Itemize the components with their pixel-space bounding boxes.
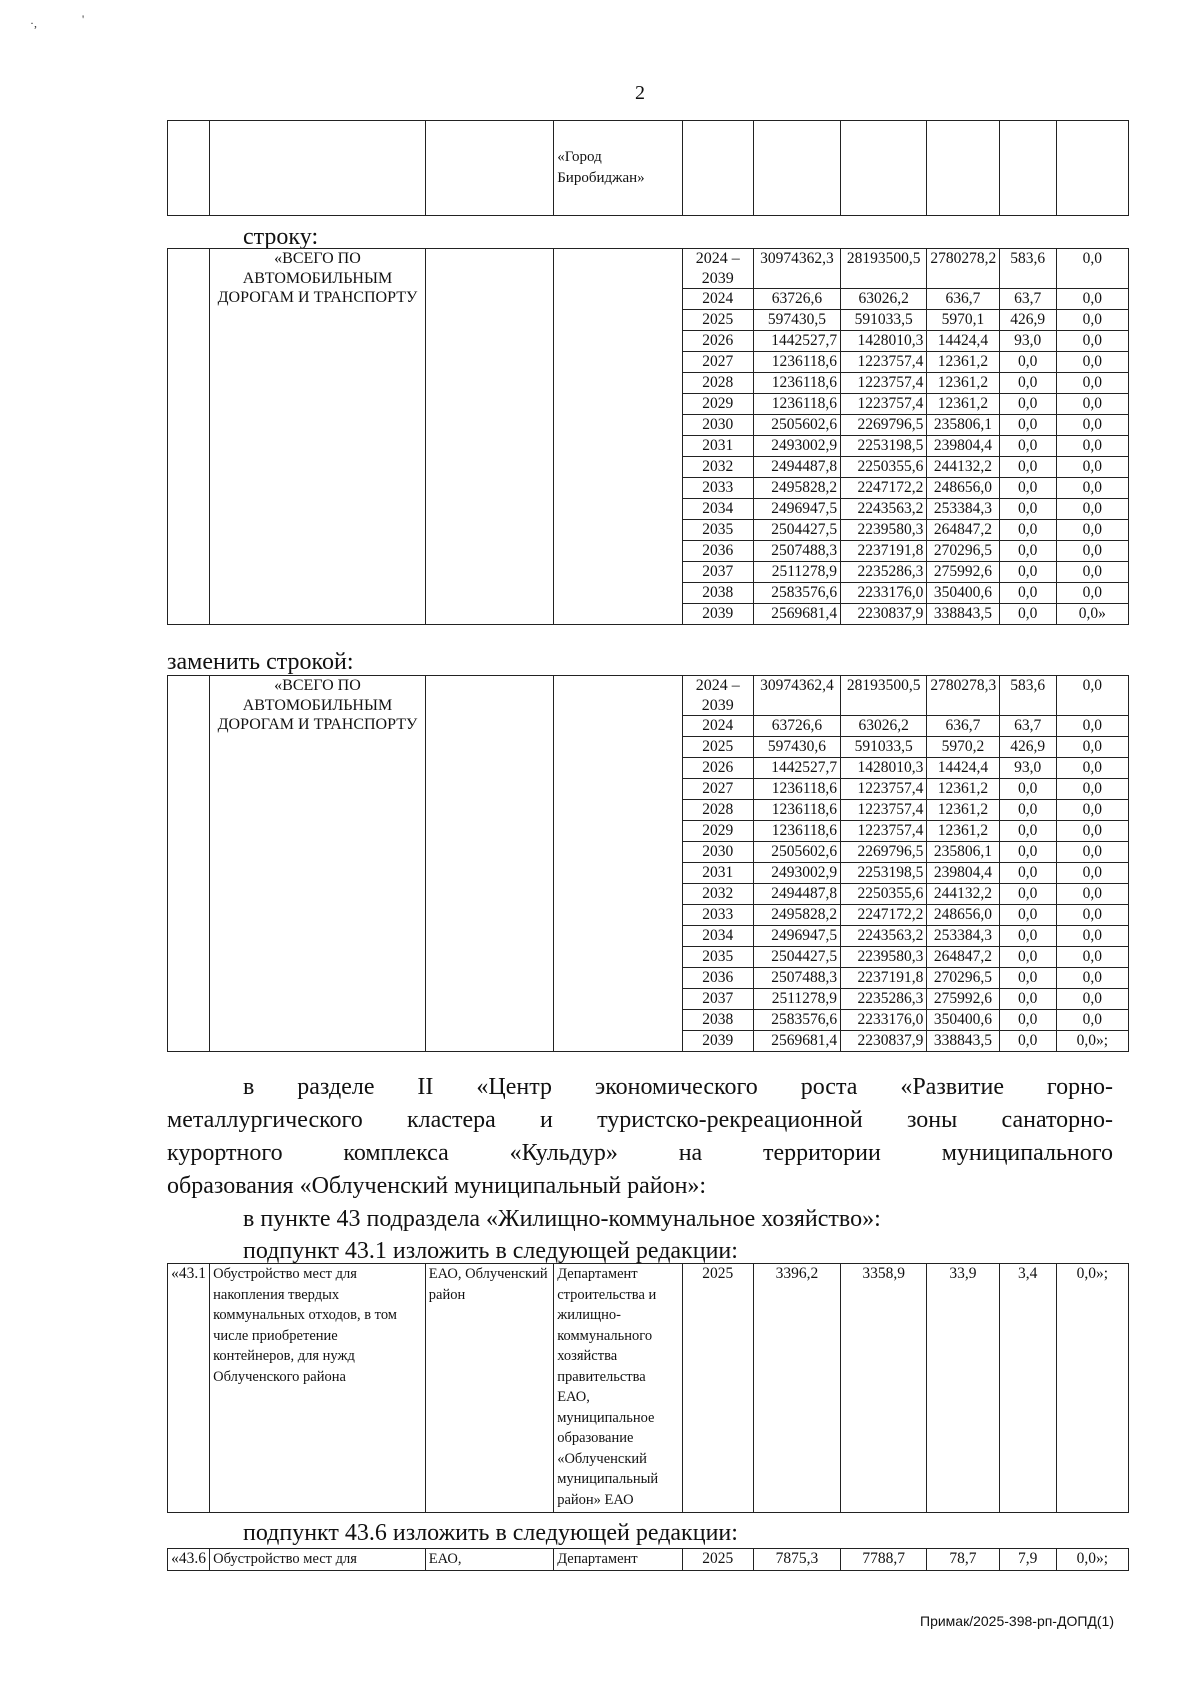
row-number: «43.6 [168, 1549, 210, 1571]
total-cell: 1442527,7 [753, 331, 840, 352]
value-cell: 2243563,2 [841, 926, 927, 947]
total-cell: 2505602,6 [753, 415, 840, 436]
paragraph-line: образования «Облученский муниципальный район»: [167, 1173, 707, 1199]
value-cell: 235806,1 [927, 842, 999, 863]
value-cell: 0,0 [1056, 676, 1128, 716]
value-cell: 1223757,4 [841, 821, 927, 842]
table-cell [999, 121, 1056, 216]
value-cell: 253384,3 [927, 499, 999, 520]
year-cell: 2025 [682, 310, 753, 331]
value-cell: 12361,2 [927, 373, 999, 394]
value-cell: 0,0 [1056, 583, 1128, 604]
value-cell: 63,7 [999, 289, 1056, 310]
top-table [167, 120, 1129, 216]
value-cell: 2239580,3 [841, 520, 927, 541]
value-cell: 0,0 [1056, 436, 1128, 457]
row-location: ЕАО, [425, 1549, 553, 1571]
old-block-table [167, 248, 1129, 625]
value-cell: 0,0 [999, 436, 1056, 457]
table-cell [682, 121, 753, 216]
row-value: 78,7 [927, 1549, 999, 1571]
value-cell: 0,0» [1056, 604, 1128, 625]
total-cell: 2495828,2 [753, 478, 840, 499]
total-cell: 2505602,6 [753, 842, 840, 863]
value-cell: 14424,4 [927, 331, 999, 352]
year-cell: 2029 [682, 394, 753, 415]
value-cell: 0,0 [1056, 758, 1128, 779]
year-cell: 2034 [682, 499, 753, 520]
value-cell: 12361,2 [927, 800, 999, 821]
value-cell: 0,0 [1056, 779, 1128, 800]
year-cell: 2032 [682, 457, 753, 478]
value-cell: 2780278,3 [927, 676, 999, 716]
total-cell: 2496947,5 [753, 926, 840, 947]
value-cell: 0,0 [999, 541, 1056, 562]
row-value: 33,9 [927, 1264, 999, 1513]
value-cell: 0,0 [999, 863, 1056, 884]
value-cell: 275992,6 [927, 562, 999, 583]
value-cell: 28193500,5 [841, 249, 927, 289]
table-cell [841, 121, 927, 216]
empty-cell [168, 676, 210, 1052]
table-cell: «Город Биробиджан» [554, 121, 682, 216]
value-cell: 0,0 [1056, 520, 1128, 541]
value-cell: 583,6 [999, 676, 1056, 716]
row-total: 7875,3 [753, 1549, 840, 1571]
value-cell: 2253198,5 [841, 436, 927, 457]
value-cell: 0,0 [999, 968, 1056, 989]
value-cell: 2233176,0 [841, 1010, 927, 1031]
value-cell: 0,0 [1056, 373, 1128, 394]
total-cell: 1236118,6 [753, 779, 840, 800]
year-cell: 2030 [682, 415, 753, 436]
total-cell: 2496947,5 [753, 499, 840, 520]
label-with-row: заменить строкой: [167, 649, 354, 675]
year-cell: 2029 [682, 821, 753, 842]
value-cell: 0,0 [1056, 1010, 1128, 1031]
empty-cell [425, 676, 553, 1052]
value-cell: 0,0 [1056, 310, 1128, 331]
value-cell: 239804,4 [927, 863, 999, 884]
value-cell: 0,0 [1056, 800, 1128, 821]
total-cell: 2507488,3 [753, 541, 840, 562]
row-executor: Департамент строительства и жилищно-коммунального хозяйства правительства ЕАО, муниципальное образование «Облученский муниципальный район» ЕАО [554, 1264, 682, 1513]
value-cell: 0,0 [999, 499, 1056, 520]
total-cell: 30974362,4 [753, 676, 840, 716]
row-executor: Департамент [554, 1549, 682, 1571]
value-cell: 0,0 [1056, 842, 1128, 863]
table-cell [1056, 121, 1128, 216]
value-cell: 0,0 [999, 779, 1056, 800]
value-cell: 2233176,0 [841, 583, 927, 604]
row-location: ЕАО, Облученский район [425, 1264, 553, 1513]
total-cell: 2583576,6 [753, 583, 840, 604]
value-cell: 0,0 [999, 604, 1056, 625]
value-cell: 583,6 [999, 249, 1056, 289]
value-cell: 0,0 [1056, 926, 1128, 947]
total-cell: 2507488,3 [753, 968, 840, 989]
year-cell: 2037 [682, 562, 753, 583]
row-value: 7788,7 [841, 1549, 927, 1571]
value-cell: 2269796,5 [841, 415, 927, 436]
value-cell: 12361,2 [927, 352, 999, 373]
value-cell: 0,0 [999, 457, 1056, 478]
value-cell: 0,0 [1056, 415, 1128, 436]
value-cell: 93,0 [999, 758, 1056, 779]
row-year: 2025 [682, 1549, 753, 1571]
year-cell: 2033 [682, 905, 753, 926]
total-cell: 2495828,2 [753, 905, 840, 926]
value-cell: 0,0»; [1056, 1031, 1128, 1052]
year-cell: 2039 [682, 1031, 753, 1052]
row-name: Обустройство мест для накопления твердых коммунальных отходов, в том числе приобретение контейнеров, для нужд Облученского района [210, 1264, 426, 1513]
value-cell: 2237191,8 [841, 968, 927, 989]
total-cell: 2511278,9 [753, 562, 840, 583]
year-cell: 2039 [682, 604, 753, 625]
value-cell: 1223757,4 [841, 373, 927, 394]
empty-cell [168, 249, 210, 625]
value-cell: 1223757,4 [841, 800, 927, 821]
value-cell: 636,7 [927, 289, 999, 310]
empty-cell [554, 676, 682, 1052]
year-cell: 2024 [682, 289, 753, 310]
value-cell: 12361,2 [927, 779, 999, 800]
value-cell: 591033,5 [841, 310, 927, 331]
year-cell: 2027 [682, 779, 753, 800]
year-cell: 2032 [682, 884, 753, 905]
value-cell: 93,0 [999, 331, 1056, 352]
value-cell: 0,0 [999, 1010, 1056, 1031]
value-cell: 0,0 [1056, 352, 1128, 373]
row-name: Обустройство мест для [210, 1549, 426, 1571]
row-43-6-table [167, 1548, 1129, 1571]
row-43-1-table [167, 1263, 1129, 1513]
empty-cell [554, 249, 682, 625]
value-cell: 264847,2 [927, 947, 999, 968]
year-cell: 2026 [682, 758, 753, 779]
row-value: 0,0»; [1056, 1264, 1128, 1513]
value-cell: 2250355,6 [841, 457, 927, 478]
value-cell: 0,0 [1056, 457, 1128, 478]
value-cell: 0,0 [999, 415, 1056, 436]
paragraph-line: курортного комплекса «Кульдур» на территории муниципального [167, 1140, 1113, 1166]
value-cell: 63026,2 [841, 289, 927, 310]
value-cell: 12361,2 [927, 821, 999, 842]
label-replace-row: строку: [243, 224, 319, 250]
paragraph-line: подпункт 43.1 изложить в следующей редакции: [243, 1238, 738, 1264]
value-cell: 244132,2 [927, 457, 999, 478]
value-cell: 2243563,2 [841, 499, 927, 520]
paragraph-line: подпункт 43.6 изложить в следующей редакции: [243, 1520, 738, 1546]
table-cell [753, 121, 840, 216]
table-row [168, 249, 1129, 289]
value-cell: 2247172,2 [841, 905, 927, 926]
value-cell: 0,0 [999, 884, 1056, 905]
value-cell: 0,0 [1056, 249, 1128, 289]
value-cell: 0,0 [999, 373, 1056, 394]
year-cell: 2035 [682, 520, 753, 541]
total-cell: 2494487,8 [753, 457, 840, 478]
year-cell: 2034 [682, 926, 753, 947]
row-value: 3,4 [999, 1264, 1056, 1513]
value-cell: 0,0 [999, 821, 1056, 842]
value-cell: 0,0 [999, 947, 1056, 968]
value-cell: 28193500,5 [841, 676, 927, 716]
value-cell: 0,0 [1056, 821, 1128, 842]
value-cell: 0,0 [1056, 884, 1128, 905]
value-cell: 0,0 [1056, 394, 1128, 415]
value-cell: 235806,1 [927, 415, 999, 436]
value-cell: 0,0 [1056, 863, 1128, 884]
value-cell: 1223757,4 [841, 779, 927, 800]
year-cell: 2028 [682, 800, 753, 821]
value-cell: 270296,5 [927, 541, 999, 562]
value-cell: 2250355,6 [841, 884, 927, 905]
value-cell: 1223757,4 [841, 394, 927, 415]
value-cell: 0,0 [1056, 562, 1128, 583]
year-cell: 2038 [682, 583, 753, 604]
row-value: 3358,9 [841, 1264, 927, 1513]
total-cell: 2493002,9 [753, 863, 840, 884]
row-number: «43.1 [168, 1264, 210, 1513]
value-cell: 0,0 [1056, 716, 1128, 737]
value-cell: 14424,4 [927, 758, 999, 779]
total-cell: 2504427,5 [753, 520, 840, 541]
total-cell: 1442527,7 [753, 758, 840, 779]
value-cell: 426,9 [999, 310, 1056, 331]
value-cell: 0,0 [1056, 947, 1128, 968]
row-value: 0,0»; [1056, 1549, 1128, 1571]
value-cell: 0,0 [999, 520, 1056, 541]
value-cell: 636,7 [927, 716, 999, 737]
value-cell: 0,0 [1056, 737, 1128, 758]
value-cell: 2230837,9 [841, 1031, 927, 1052]
value-cell: 0,0 [999, 926, 1056, 947]
row-total: 3396,2 [753, 1264, 840, 1513]
year-cell: 2026 [682, 331, 753, 352]
year-cell: 2024 – 2039 [682, 249, 753, 289]
value-cell: 350400,6 [927, 1010, 999, 1031]
value-cell: 2239580,3 [841, 947, 927, 968]
value-cell: 63,7 [999, 716, 1056, 737]
total-cell: 1236118,6 [753, 800, 840, 821]
value-cell: 0,0 [999, 478, 1056, 499]
value-cell: 1223757,4 [841, 352, 927, 373]
value-cell: 0,0 [1056, 905, 1128, 926]
value-cell: 0,0 [1056, 331, 1128, 352]
block-title: «ВСЕГО ПО АВТОМОБИЛЬНЫМ ДОРОГАМ И ТРАНСПОРТУ [210, 676, 426, 1052]
value-cell: 5970,1 [927, 310, 999, 331]
year-cell: 2035 [682, 947, 753, 968]
value-cell: 0,0 [999, 394, 1056, 415]
value-cell: 0,0 [999, 989, 1056, 1010]
total-cell: 63726,6 [753, 289, 840, 310]
total-cell: 2569681,4 [753, 1031, 840, 1052]
total-cell: 1236118,6 [753, 352, 840, 373]
new-block-table [167, 675, 1129, 1052]
total-cell: 1236118,6 [753, 821, 840, 842]
value-cell: 0,0 [999, 562, 1056, 583]
year-cell: 2031 [682, 436, 753, 457]
year-cell: 2036 [682, 541, 753, 562]
year-cell: 2033 [682, 478, 753, 499]
value-cell: 0,0 [999, 583, 1056, 604]
total-cell: 597430,6 [753, 737, 840, 758]
value-cell: 239804,4 [927, 436, 999, 457]
value-cell: 0,0 [1056, 541, 1128, 562]
value-cell: 270296,5 [927, 968, 999, 989]
value-cell: 253384,3 [927, 926, 999, 947]
year-cell: 2038 [682, 1010, 753, 1031]
table-cell [425, 121, 553, 216]
value-cell: 350400,6 [927, 583, 999, 604]
total-cell: 2569681,4 [753, 604, 840, 625]
paragraph-line: металлургического кластера и туристско-рекреационной зоны санаторно- [167, 1107, 1113, 1133]
total-cell: 2504427,5 [753, 947, 840, 968]
value-cell: 1428010,3 [841, 331, 927, 352]
value-cell: 2237191,8 [841, 541, 927, 562]
year-cell: 2025 [682, 737, 753, 758]
page-number: 2 [635, 82, 645, 104]
table-cell [168, 121, 210, 216]
value-cell: 591033,5 [841, 737, 927, 758]
total-cell: 2494487,8 [753, 884, 840, 905]
value-cell: 1428010,3 [841, 758, 927, 779]
value-cell: 2247172,2 [841, 478, 927, 499]
year-cell: 2027 [682, 352, 753, 373]
value-cell: 2253198,5 [841, 863, 927, 884]
value-cell: 2235286,3 [841, 989, 927, 1010]
year-cell: 2031 [682, 863, 753, 884]
total-cell: 63726,6 [753, 716, 840, 737]
year-cell: 2028 [682, 373, 753, 394]
value-cell: 426,9 [999, 737, 1056, 758]
table-cell [927, 121, 999, 216]
paragraph-line: в разделе II «Центр экономического роста «Развитие горно- [243, 1074, 1113, 1100]
year-cell: 2024 – 2039 [682, 676, 753, 716]
value-cell: 0,0 [1056, 499, 1128, 520]
empty-cell [425, 249, 553, 625]
total-cell: 597430,5 [753, 310, 840, 331]
paragraph-line: в пункте 43 подраздела «Жилищно-коммунальное хозяйство»: [243, 1206, 881, 1232]
value-cell: 0,0 [999, 800, 1056, 821]
value-cell: 2230837,9 [841, 604, 927, 625]
total-cell: 2493002,9 [753, 436, 840, 457]
value-cell: 2780278,2 [927, 249, 999, 289]
year-cell: 2037 [682, 989, 753, 1010]
value-cell: 0,0 [1056, 478, 1128, 499]
value-cell: 0,0 [1056, 289, 1128, 310]
value-cell: 2269796,5 [841, 842, 927, 863]
value-cell: 0,0 [999, 842, 1056, 863]
document-code: Примак/2025-398-рп-ДОПД(1) [920, 1613, 1114, 1629]
total-cell: 2583576,6 [753, 1010, 840, 1031]
value-cell: 264847,2 [927, 520, 999, 541]
year-cell: 2024 [682, 716, 753, 737]
value-cell: 0,0 [1056, 968, 1128, 989]
year-cell: 2030 [682, 842, 753, 863]
value-cell: 63026,2 [841, 716, 927, 737]
value-cell: 0,0 [999, 905, 1056, 926]
value-cell: 244132,2 [927, 884, 999, 905]
value-cell: 5970,2 [927, 737, 999, 758]
value-cell: 248656,0 [927, 905, 999, 926]
total-cell: 1236118,6 [753, 394, 840, 415]
value-cell: 0,0 [1056, 989, 1128, 1010]
value-cell: 12361,2 [927, 394, 999, 415]
value-cell: 0,0 [999, 352, 1056, 373]
value-cell: 338843,5 [927, 604, 999, 625]
table-cell [210, 121, 426, 216]
value-cell: 0,0 [999, 1031, 1056, 1052]
value-cell: 2235286,3 [841, 562, 927, 583]
scan-mark: ·, [30, 16, 37, 30]
year-cell: 2036 [682, 968, 753, 989]
row-year: 2025 [682, 1264, 753, 1513]
total-cell: 2511278,9 [753, 989, 840, 1010]
scan-mark: ' [82, 12, 85, 26]
block-title: «ВСЕГО ПО АВТОМОБИЛЬНЫМ ДОРОГАМ И ТРАНСПОРТУ [210, 249, 426, 625]
value-cell: 338843,5 [927, 1031, 999, 1052]
value-cell: 275992,6 [927, 989, 999, 1010]
table-row [168, 676, 1129, 716]
value-cell: 248656,0 [927, 478, 999, 499]
total-cell: 1236118,6 [753, 373, 840, 394]
total-cell: 30974362,3 [753, 249, 840, 289]
row-value: 7,9 [999, 1549, 1056, 1571]
